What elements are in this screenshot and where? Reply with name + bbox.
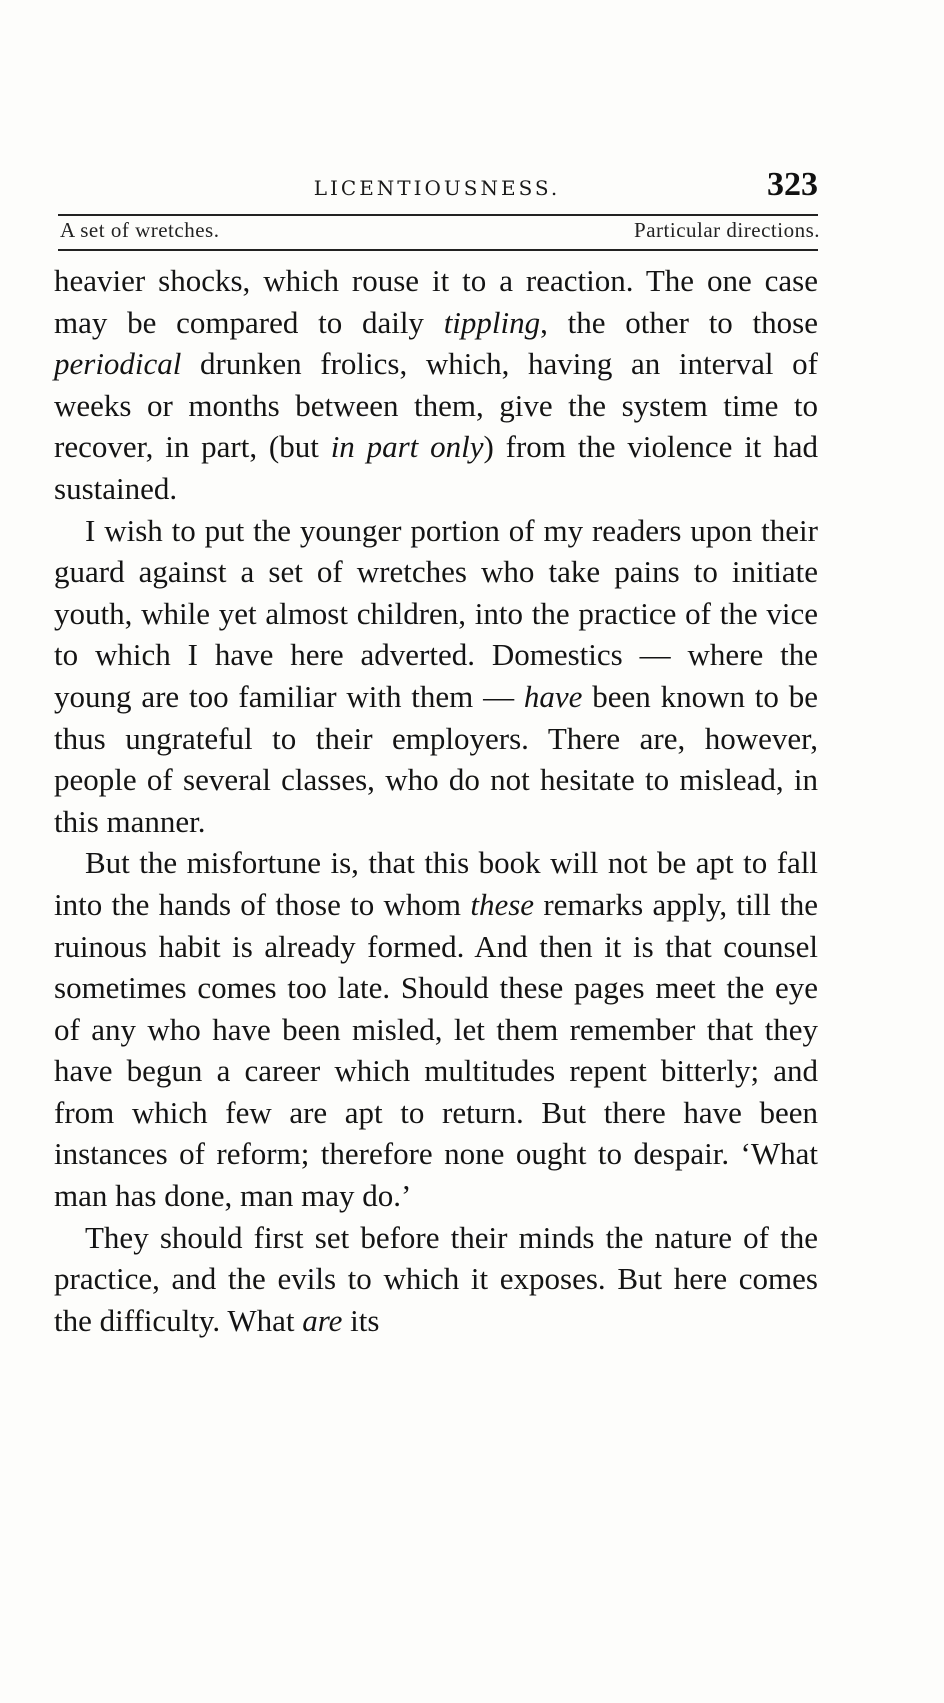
text-run: I wish to put the younger portion of my readers upon their guard against a set of wretches who take pains to initiate youth, while yet almost children, into the practice of the vice to which I have here adverted. Domestics — where the young are too familiar with them — (54, 512, 818, 714)
italic-text: are (302, 1302, 343, 1338)
text-run: remarks apply, till the ruinous habit is already formed. And then it is that counsel sometimes comes too late. Should these pages meet the eye of any who have been misled, let them remember that they have begun a career which multitudes repent bitterly; and from which few are apt to return. But there have been instances of reform; therefore none ought to despair. ‘What man has done, man may do.’ (54, 886, 818, 1214)
text-run: been known to be thus ungrateful to their employers. There are, however, people of several classes, who do not hesitate to mislead, in this manner. (54, 678, 818, 839)
page-number: 323 (767, 166, 818, 203)
text-run: They should first set before their minds the nature of the practice, and the evils to which it exposes. But here comes the difficulty. What (54, 1219, 818, 1338)
right-topic: Particular directions. (634, 218, 820, 242)
running-title: LICENTIOUSNESS. (313, 176, 561, 200)
paragraph (54, 260, 818, 510)
left-topic: A set of wretches. (60, 218, 220, 242)
text-run: drunken frolics, which, having an interval of weeks or months between them, give the system time to recover, in part, (but (54, 346, 818, 465)
paragraph (54, 510, 818, 843)
running-head (56, 166, 818, 214)
body-text (54, 260, 818, 1341)
text-run: heavier shocks, which rouse it to a reaction. The one case may be compared to daily (54, 263, 818, 340)
italic-text: tippling (443, 304, 541, 340)
text-run: ) from the violence it had sustained. (54, 429, 818, 506)
text-run: But the misfortune is, that this book will not be apt to fall into the hands of those to whom (54, 845, 818, 922)
text-run: its (342, 1302, 380, 1338)
italic-text: in part only (330, 429, 484, 465)
header-rule-bottom (58, 249, 818, 251)
italic-text: periodical (54, 346, 182, 382)
text-run: , the other to those (540, 304, 818, 340)
italic-text: these (470, 886, 535, 922)
paragraph (54, 842, 818, 1216)
header-rule-top (58, 214, 818, 216)
italic-text: have (523, 678, 583, 714)
paragraph (54, 1217, 818, 1342)
